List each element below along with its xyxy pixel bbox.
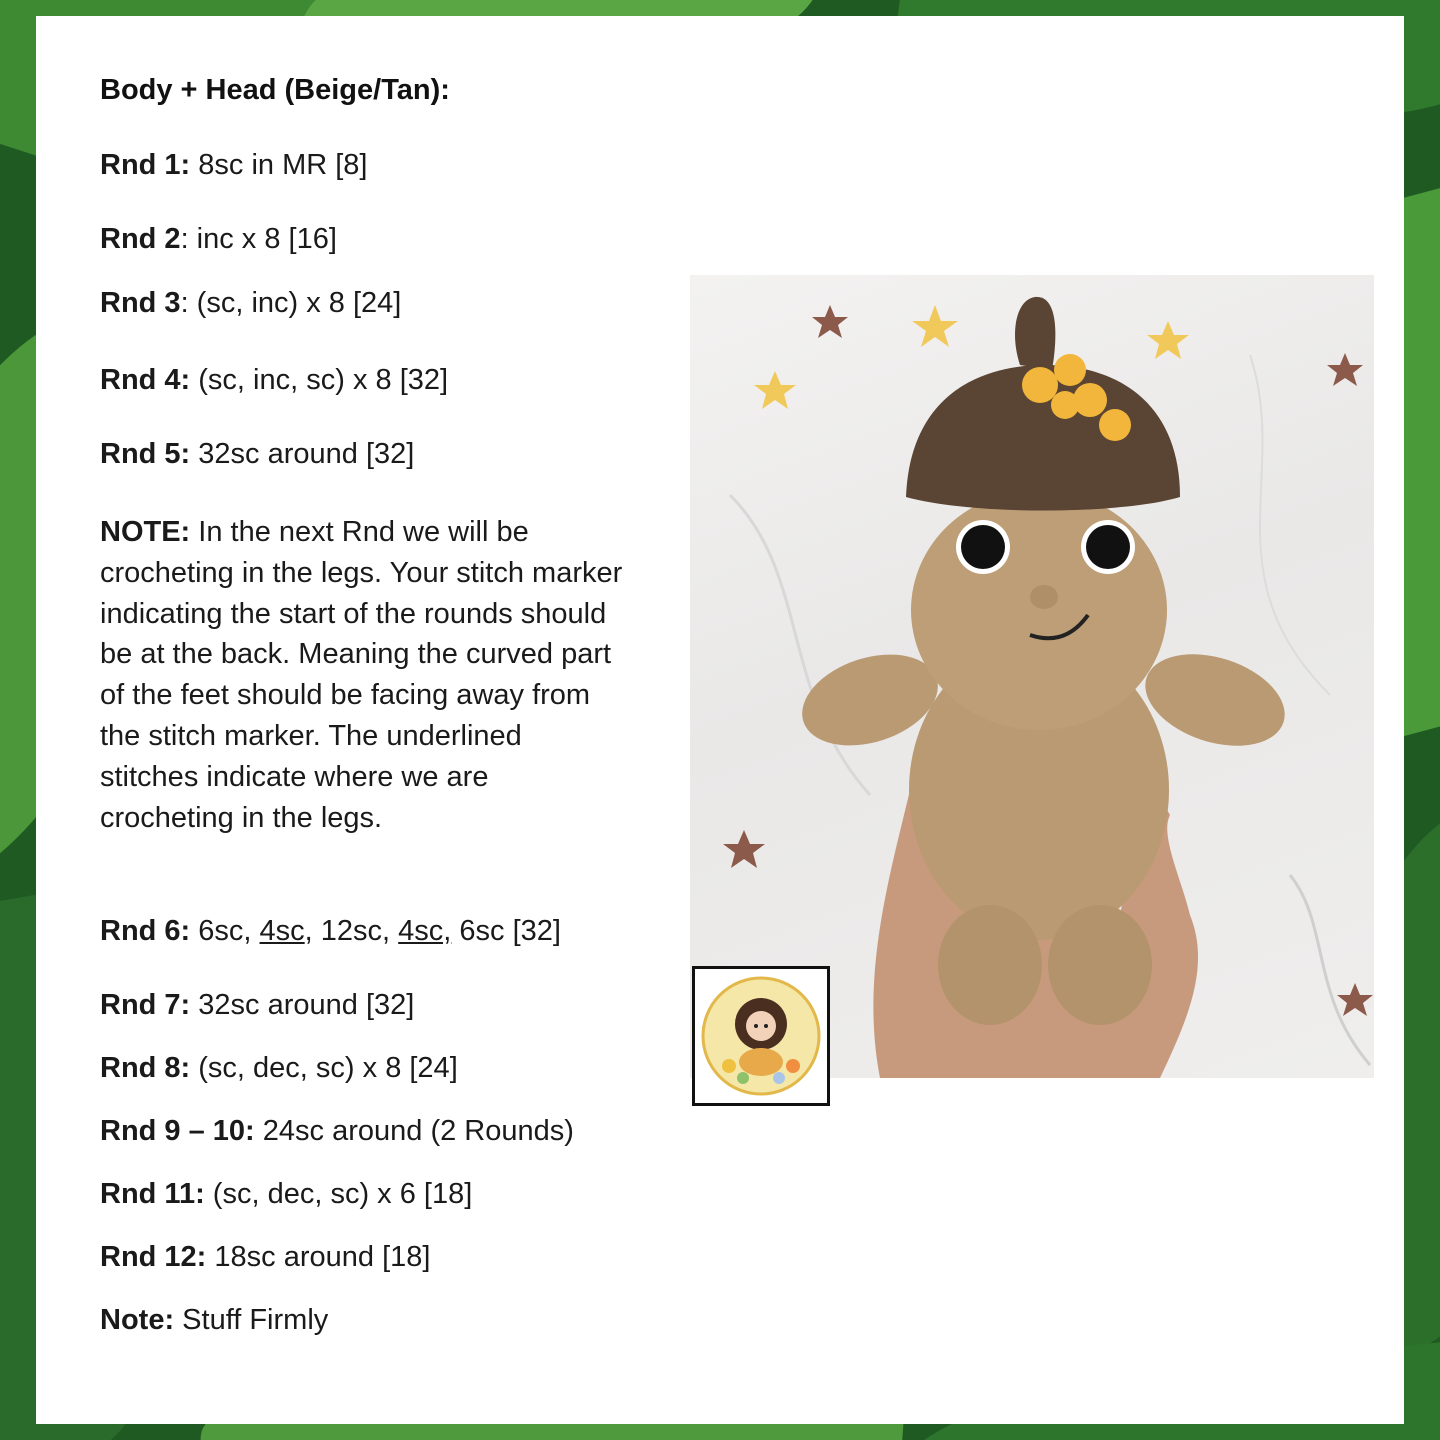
note-label: NOTE: [100,516,191,548]
round-label: Rnd 12: [100,1241,207,1273]
legs-note [100,512,625,838]
amigurumi-illustration [690,275,1374,1078]
note-text: Stuff Firmly [174,1304,329,1336]
underlined-stitch: 4sc, [398,915,452,947]
round-label: Rnd 6: [100,915,191,947]
round-text: : inc x 8 [16] [180,223,337,255]
final-note [100,1304,328,1337]
round-label: Rnd 9 – 10: [100,1115,255,1147]
round-label: Rnd 7: [100,989,191,1021]
round-text: (sc, dec, sc) x 6 [18] [204,1178,473,1210]
round-label: Rnd 2 [100,223,181,255]
round-line-7 [100,989,414,1022]
round-line-1 [100,149,368,182]
round-text: 6sc, [190,915,260,947]
round-text: 6sc [32] [451,915,561,947]
round-text: 18sc around [18] [206,1241,431,1273]
round-label: Rnd 4: [100,364,191,396]
round-label: Rnd 8: [100,1052,191,1084]
round-line-6 [100,915,561,948]
round-text: (sc, inc, sc) x 8 [32] [190,364,449,396]
round-text: : (sc, inc) x 8 [24] [180,287,402,319]
round-text: (sc, dec, sc) x 8 [24] [190,1052,458,1084]
amigurumi-doll [790,297,1296,1025]
creator-logo [692,966,830,1106]
round-line-9-10 [100,1115,574,1148]
round-text: 32sc around [32] [190,438,415,470]
round-text: 8sc in MR [8] [190,149,368,181]
round-line-5 [100,438,414,471]
round-text: 32sc around [32] [190,989,415,1021]
pattern-page [36,16,1404,1424]
round-line-8 [100,1052,458,1085]
round-label: Rnd 3 [100,287,181,319]
amigurumi-photo [690,275,1374,1078]
round-line-2 [100,223,337,256]
round-line-12 [100,1241,430,1274]
round-line-11 [100,1178,472,1211]
underlined-stitch: 4sc [259,915,305,947]
round-text: 24sc around (2 Rounds) [254,1115,574,1147]
section-heading: Body + Head (Beige/Tan): [100,74,450,106]
logo-avatar-icon [699,974,823,1098]
round-line-3 [100,287,401,320]
round-label: Rnd 5: [100,438,191,470]
round-line-4 [100,364,448,397]
note-text: In the next Rnd we will be crocheting in the legs. Your stitch marker indicating the start of the rounds should be at the back. Meaning the curved part of the feet should be facing away from the stitch marker. The underlined stitches indicate where we are crocheting in the legs. [100,516,623,834]
round-label: Rnd 11: [100,1178,205,1210]
round-text: , 12sc, [304,915,399,947]
note-label: Note: [100,1304,175,1336]
round-label: Rnd 1: [100,149,191,181]
